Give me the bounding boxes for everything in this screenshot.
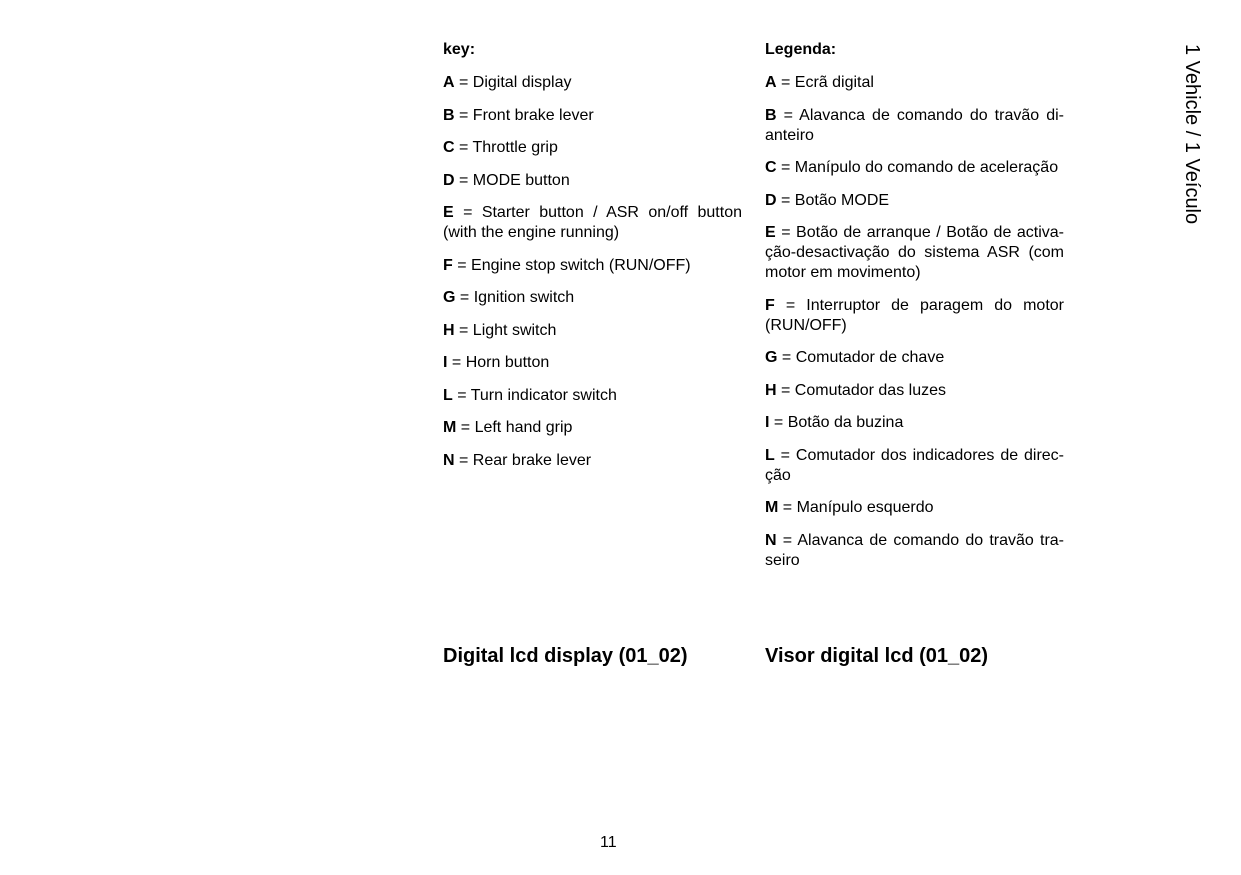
legend-item <box>765 191 1064 211</box>
legend-text: = Botão da buzina <box>769 414 904 431</box>
legend-text: = Ecrã digital <box>776 74 874 91</box>
legend-text: = Comutador de chave <box>777 349 945 366</box>
legend-item <box>765 531 1064 571</box>
legend-text: = Comutador das luzes <box>776 381 946 399</box>
legend-key: M <box>765 499 779 516</box>
legend-key: E <box>443 204 454 221</box>
legend-text: = Comutador dos indicadores de direcção <box>765 446 1064 484</box>
legend-text: = MODE button <box>454 171 570 189</box>
legend-item <box>443 256 742 276</box>
legend-item <box>443 321 742 341</box>
legend-item <box>443 288 742 308</box>
legend-text: = Manípulo esquerdo <box>778 499 934 516</box>
section-title-portuguese: Visor digital lcd (01_02) <box>765 645 989 667</box>
legend-key: N <box>443 451 455 469</box>
legend-item <box>765 348 1064 368</box>
legend-text: = Digital display <box>454 74 572 91</box>
legend-item <box>765 73 1064 93</box>
legend-text: = Horn button <box>447 354 550 371</box>
legend-item <box>443 203 742 243</box>
legend-text: = Interruptor de paragem do motor (RUN/OFF) <box>765 296 1064 334</box>
page-number: 11 <box>600 834 617 851</box>
legend-item <box>765 223 1064 283</box>
legend-item <box>443 353 742 373</box>
chapter-side-tab: 1 Vehicle / 1 Veículo <box>1181 44 1203 225</box>
legend-key: G <box>765 349 778 366</box>
legend-column-english <box>443 40 742 483</box>
legend-key: F <box>765 296 775 314</box>
legend-item <box>765 498 1064 518</box>
legend-key: H <box>443 321 455 339</box>
legend-key: D <box>765 191 777 209</box>
legend-item <box>765 446 1064 486</box>
legend-key: N <box>765 531 777 549</box>
legend-heading: key: <box>443 41 476 58</box>
legend-text: = Throttle grip <box>454 139 558 156</box>
legend-item <box>443 171 742 191</box>
legend-item <box>765 106 1064 146</box>
legend-text: = Rear brake lever <box>454 451 592 469</box>
legend-text: = Starter button / ASR on/off button (with the engine running) <box>443 204 742 241</box>
legend-text: = Left hand grip <box>456 419 573 436</box>
legend-text: = Ignition switch <box>455 289 575 306</box>
legend-key: L <box>443 386 453 404</box>
legend-item <box>443 73 742 93</box>
legend-item <box>443 451 742 471</box>
legend-key: A <box>765 74 777 91</box>
legend-key: B <box>443 106 455 124</box>
legend-text: = Botão MODE <box>776 191 890 209</box>
legend-column-portuguese <box>765 40 1064 583</box>
legend-key: E <box>765 224 776 241</box>
legend-key: I <box>443 354 448 371</box>
legend-text: = Manípulo do comando de aceleração <box>776 159 1059 176</box>
legend-item <box>765 413 1064 433</box>
legend-text: = Botão de arranque / Botão de activação-desactivação do sistema ASR (com motor em movimento) <box>765 224 1064 281</box>
legend-key: L <box>765 446 775 464</box>
legend-key: A <box>443 74 455 91</box>
legend-key: D <box>443 171 455 189</box>
legend-text: = Front brake lever <box>454 106 594 124</box>
legend-item <box>765 158 1064 178</box>
legend-key: C <box>443 139 455 156</box>
legend-key: G <box>443 289 456 306</box>
legend-key: C <box>765 159 777 176</box>
legend-item <box>765 296 1064 336</box>
legend-text: = Engine stop switch (RUN/OFF) <box>452 256 691 274</box>
legend-key: H <box>765 381 777 399</box>
legend-heading: Legenda: <box>765 41 837 58</box>
legend-text: = Alavanca de comando do travão traseiro <box>765 531 1064 569</box>
section-title-english: Digital lcd display (01_02) <box>443 645 688 667</box>
legend-text: = Alavanca de comando do travão dianteiro <box>765 106 1064 144</box>
legend-item <box>443 106 742 126</box>
legend-item <box>443 138 742 158</box>
legend-item <box>765 381 1064 401</box>
legend-key: F <box>443 256 453 274</box>
legend-key: B <box>765 106 777 124</box>
legend-key: M <box>443 419 457 436</box>
legend-key: I <box>765 414 770 431</box>
legend-text: = Turn indicator switch <box>452 386 617 404</box>
legend-item <box>443 386 742 406</box>
legend-item <box>443 418 742 438</box>
legend-text: = Light switch <box>454 321 557 339</box>
